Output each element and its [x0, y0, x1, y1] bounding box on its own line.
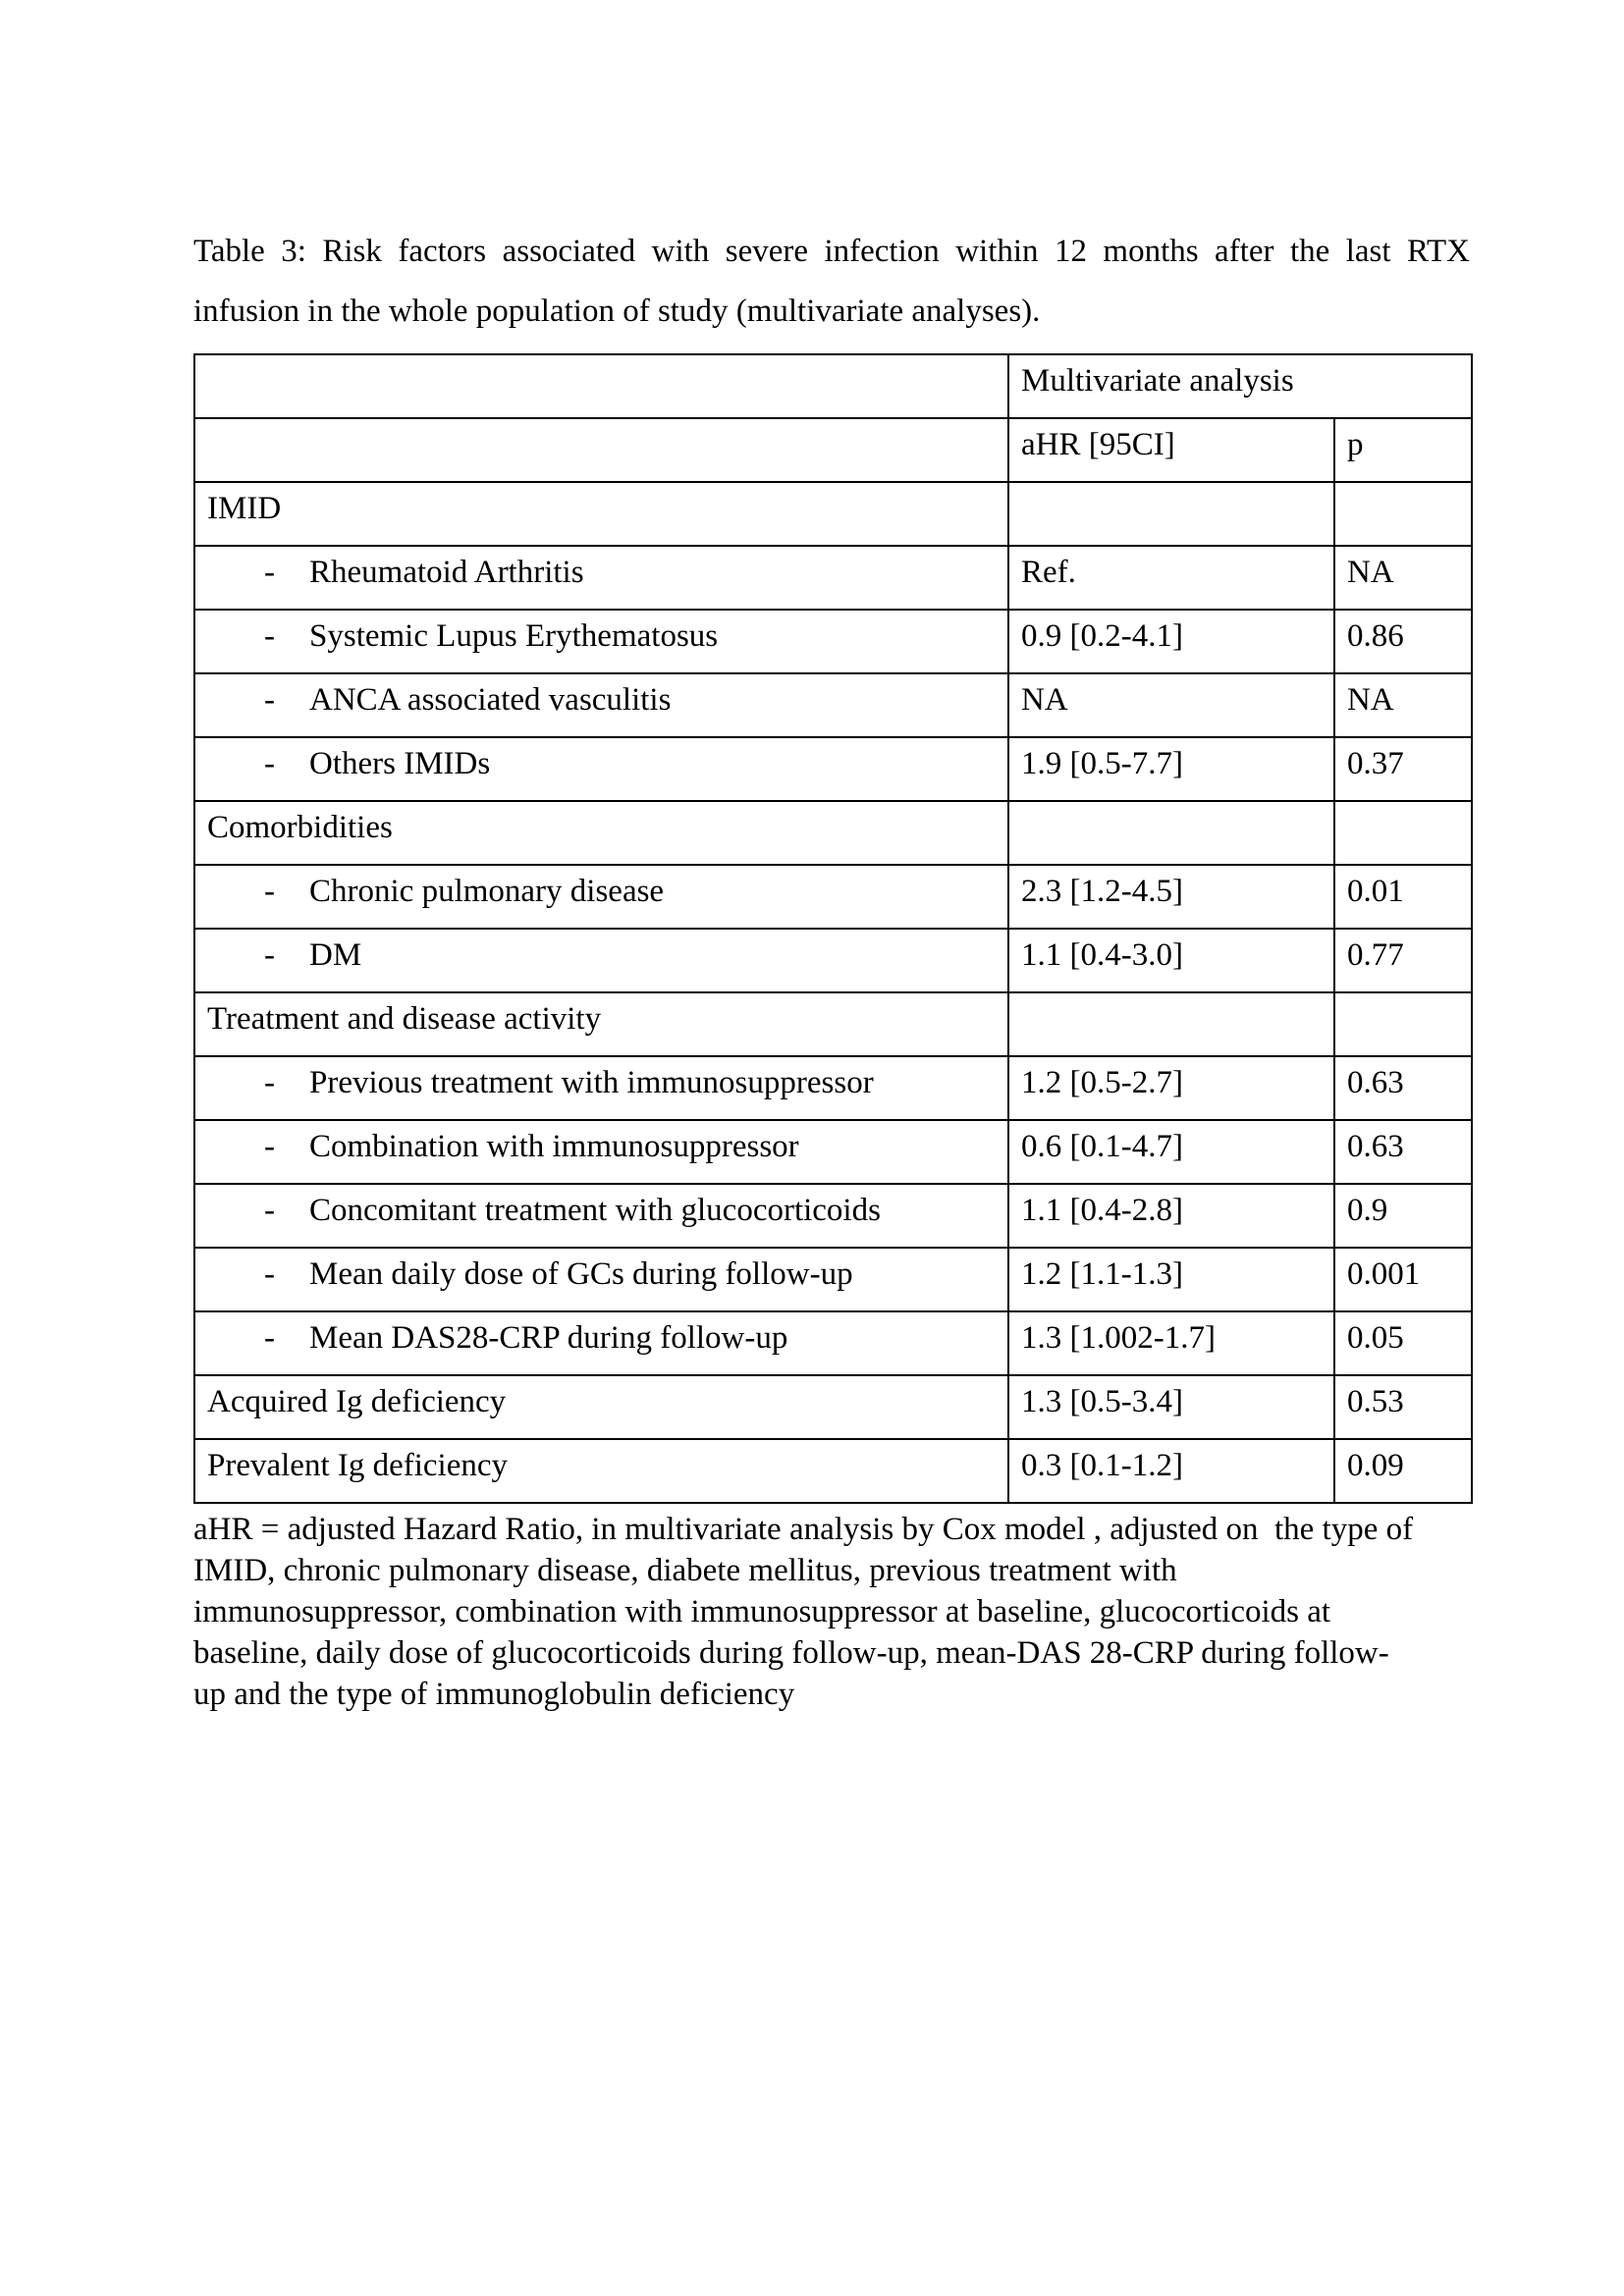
- table-caption: [193, 222, 1470, 342]
- empty-header-cell: [194, 418, 1008, 482]
- table-footnote: [193, 1509, 1489, 1715]
- row-label-cell: [194, 1056, 1008, 1120]
- footnote-line-2: IMID, chronic pulmonary disease, diabete mellitus, previous treatment with: [193, 1553, 1177, 1588]
- table-row: [194, 673, 1472, 737]
- table-row: [194, 1375, 1472, 1439]
- table-row: [194, 929, 1472, 992]
- ahr-value: NA: [1008, 673, 1334, 737]
- footnote-line-4: baseline, daily dose of glucocorticoids during follow-up, mean-DAS 28-CRP during follow-: [193, 1635, 1389, 1671]
- row-label-cell: [194, 1375, 1008, 1439]
- p-value: 0.09: [1334, 1439, 1472, 1503]
- table-row: [194, 992, 1472, 1056]
- footnote-line-3: immunosuppressor, combination with immunosuppressor at baseline, glucocorticoids at: [193, 1594, 1331, 1629]
- row-label-cell: [194, 1311, 1008, 1375]
- footnote-line-1: aHR = adjusted Hazard Ratio, in multivariate analysis by Cox model , adjusted on the type of: [193, 1512, 1414, 1547]
- dash-marker: -: [264, 555, 275, 590]
- p-column-header: p: [1334, 418, 1472, 482]
- row-label-cell: [194, 610, 1008, 673]
- dash-marker: -: [264, 1065, 275, 1100]
- dash-marker: -: [264, 618, 275, 654]
- p-value: NA: [1334, 546, 1472, 610]
- ahr-value: 1.9 [0.5-7.7]: [1008, 737, 1334, 801]
- table-row: [194, 1184, 1472, 1248]
- ahr-value: 2.3 [1.2-4.5]: [1008, 865, 1334, 929]
- ahr-value: 0.9 [0.2-4.1]: [1008, 610, 1334, 673]
- dash-marker: -: [264, 746, 275, 781]
- ahr-value: [1008, 801, 1334, 865]
- row-label: Prevalent Ig deficiency: [207, 1448, 509, 1483]
- row-label: Concomitant treatment with glucocorticoids: [309, 1193, 881, 1228]
- row-label-cell: [194, 737, 1008, 801]
- p-value: 0.001: [1334, 1248, 1472, 1311]
- results-table: [193, 353, 1473, 1504]
- table-row: [194, 801, 1472, 865]
- p-value: 0.77: [1334, 929, 1472, 992]
- row-label-cell: [194, 992, 1008, 1056]
- p-value: 0.37: [1334, 737, 1472, 801]
- table-caption-line-1: Table 3: Risk factors associated with severe infection within 12 months after the last RTX: [193, 234, 1470, 269]
- p-value: 0.53: [1334, 1375, 1472, 1439]
- p-value: [1334, 992, 1472, 1056]
- table-header-group-row: [194, 354, 1472, 418]
- row-label: Others IMIDs: [309, 746, 491, 781]
- row-label-cell: [194, 482, 1008, 546]
- dash-marker: -: [264, 874, 275, 909]
- row-label-cell: [194, 865, 1008, 929]
- row-label: Systemic Lupus Erythematosus: [309, 618, 719, 654]
- p-value: 0.86: [1334, 610, 1472, 673]
- ahr-value: [1008, 992, 1334, 1056]
- p-value: [1334, 801, 1472, 865]
- p-value: 0.05: [1334, 1311, 1472, 1375]
- ahr-column-header: aHR [95CI]: [1008, 418, 1334, 482]
- p-value: 0.63: [1334, 1056, 1472, 1120]
- row-label-cell: [194, 673, 1008, 737]
- row-label: Acquired Ig deficiency: [207, 1384, 507, 1419]
- row-label-cell: [194, 1439, 1008, 1503]
- row-label: Mean daily dose of GCs during follow-up: [309, 1256, 853, 1292]
- table-row: [194, 1439, 1472, 1503]
- multivariate-analysis-header: Multivariate analysis: [1008, 354, 1472, 418]
- dash-marker: -: [264, 1320, 275, 1356]
- ahr-value: 1.3 [0.5-3.4]: [1008, 1375, 1334, 1439]
- ahr-value: 1.1 [0.4-2.8]: [1008, 1184, 1334, 1248]
- row-label: Combination with immunosuppressor: [309, 1129, 799, 1164]
- table-row: [194, 546, 1472, 610]
- table-header-row: [194, 418, 1472, 482]
- dash-marker: -: [264, 1193, 275, 1228]
- ahr-value: [1008, 482, 1334, 546]
- ahr-value: 0.3 [0.1-1.2]: [1008, 1439, 1334, 1503]
- dash-marker: -: [264, 1256, 275, 1292]
- ahr-value: 1.3 [1.002-1.7]: [1008, 1311, 1334, 1375]
- row-label: ANCA associated vasculitis: [309, 682, 672, 718]
- row-label: Mean DAS28-CRP during follow-up: [309, 1320, 788, 1356]
- ahr-value: Ref.: [1008, 546, 1334, 610]
- ahr-value: 1.1 [0.4-3.0]: [1008, 929, 1334, 992]
- p-value: 0.9: [1334, 1184, 1472, 1248]
- dash-marker: -: [264, 682, 275, 718]
- ahr-value: 0.6 [0.1-4.7]: [1008, 1120, 1334, 1184]
- p-value: NA: [1334, 673, 1472, 737]
- dash-marker: -: [264, 937, 275, 973]
- row-label: Comorbidities: [207, 810, 393, 845]
- row-label: Previous treatment with immunosuppressor: [309, 1065, 874, 1100]
- row-label-cell: [194, 801, 1008, 865]
- results-table-body: [194, 354, 1472, 1503]
- footnote-line-5: up and the type of immunoglobulin deficiency: [193, 1677, 795, 1712]
- dash-marker: -: [264, 1129, 275, 1164]
- row-label: Rheumatoid Arthritis: [309, 555, 584, 590]
- table-row: [194, 1311, 1472, 1375]
- table-row: [194, 865, 1472, 929]
- row-label-cell: [194, 1184, 1008, 1248]
- ahr-value: 1.2 [1.1-1.3]: [1008, 1248, 1334, 1311]
- row-label: DM: [309, 937, 362, 973]
- ahr-value: 1.2 [0.5-2.7]: [1008, 1056, 1334, 1120]
- table-row: [194, 1248, 1472, 1311]
- row-label-cell: [194, 546, 1008, 610]
- row-label-cell: [194, 1120, 1008, 1184]
- table-row: [194, 1120, 1472, 1184]
- p-value: 0.01: [1334, 865, 1472, 929]
- table-row: [194, 610, 1472, 673]
- table-row: [194, 1056, 1472, 1120]
- row-label: Chronic pulmonary disease: [309, 874, 665, 909]
- row-label: Treatment and disease activity: [207, 1001, 602, 1037]
- row-label: IMID: [207, 491, 282, 526]
- table-caption-line-2: infusion in the whole population of study (multivariate analyses).: [193, 294, 1041, 329]
- empty-header-cell: [194, 354, 1008, 418]
- p-value: [1334, 482, 1472, 546]
- table-row: [194, 737, 1472, 801]
- table-row: [194, 482, 1472, 546]
- p-value: 0.63: [1334, 1120, 1472, 1184]
- row-label-cell: [194, 1248, 1008, 1311]
- row-label-cell: [194, 929, 1008, 992]
